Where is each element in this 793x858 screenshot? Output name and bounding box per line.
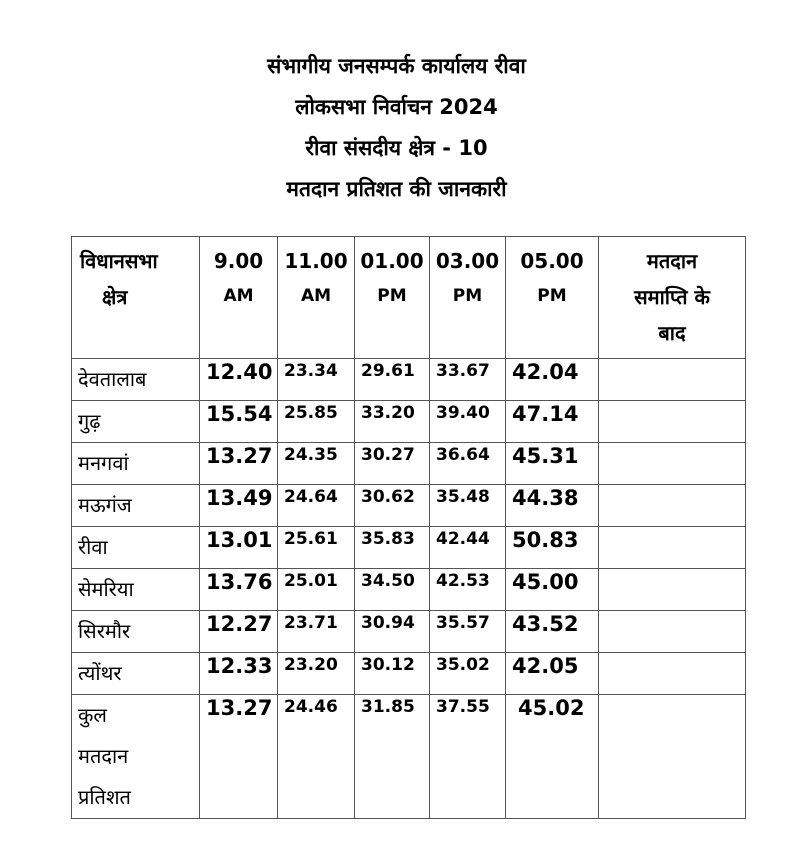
- turnout-1pm: 30.94: [355, 611, 430, 653]
- turnout-after: [599, 527, 746, 569]
- header-assembly-line2: क्षेत्र: [102, 285, 128, 309]
- turnout-3pm: 36.64: [430, 443, 506, 485]
- total-5pm: 45.02: [506, 695, 599, 819]
- turnout-11am: 23.20: [278, 653, 355, 695]
- turnout-9am: 15.54: [200, 401, 278, 443]
- turnout-5pm: 50.83: [506, 527, 599, 569]
- turnout-1pm: 30.27: [355, 443, 430, 485]
- turnout-1pm: 34.50: [355, 569, 430, 611]
- turnout-after: [599, 359, 746, 401]
- turnout-3pm: 33.67: [430, 359, 506, 401]
- turnout-5pm: 43.52: [506, 611, 599, 653]
- turnout-11am: 23.34: [278, 359, 355, 401]
- total-label-line2: मतदान: [78, 744, 129, 768]
- turnout-5pm: 42.05: [506, 653, 599, 695]
- header-after-line1: मतदान: [646, 249, 698, 273]
- total-row: [72, 695, 746, 819]
- turnout-table: [71, 236, 746, 819]
- header-after-line2: समाप्ति के: [634, 285, 710, 309]
- header-1pm-time: 01.00: [360, 249, 424, 273]
- assembly-name: मनगवां: [72, 443, 200, 485]
- total-label-line1: कुल: [78, 703, 107, 727]
- turnout-3pm: 35.57: [430, 611, 506, 653]
- turnout-after: [599, 401, 746, 443]
- total-9am: 13.27: [200, 695, 278, 819]
- table-row: [72, 527, 746, 569]
- total-label: [72, 695, 200, 819]
- document-header: [0, 46, 793, 210]
- header-3pm-ampm: PM: [452, 286, 483, 306]
- table-row: [72, 569, 746, 611]
- turnout-5pm: 42.04: [506, 359, 599, 401]
- header-11am: [278, 237, 355, 359]
- turnout-after: [599, 443, 746, 485]
- turnout-after: [599, 611, 746, 653]
- header-5pm-time: 05.00: [520, 249, 584, 273]
- turnout-5pm: 47.14: [506, 401, 599, 443]
- header-9am-time: 9.00: [213, 249, 264, 273]
- header-5pm: [506, 237, 599, 359]
- election-title: लोकसभा निर्वाचन 2024: [295, 95, 498, 119]
- table-row: [72, 359, 746, 401]
- total-11am: 24.46: [278, 695, 355, 819]
- turnout-3pm: 35.48: [430, 485, 506, 527]
- table-row: [72, 443, 746, 485]
- header-after-line3: बाद: [658, 321, 686, 345]
- assembly-name: गुढ़: [72, 401, 200, 443]
- turnout-3pm: 35.02: [430, 653, 506, 695]
- turnout-9am: 13.76: [200, 569, 278, 611]
- turnout-9am: 13.49: [200, 485, 278, 527]
- turnout-3pm: 42.53: [430, 569, 506, 611]
- report-title: मतदान प्रतिशत की जानकारी: [286, 177, 507, 201]
- total-1pm: 31.85: [355, 695, 430, 819]
- turnout-11am: 24.35: [278, 443, 355, 485]
- header-assembly-line1: विधानसभा: [80, 249, 158, 273]
- header-after-polling: [599, 237, 746, 359]
- table-row: [72, 401, 746, 443]
- header-11am-time: 11.00: [284, 249, 348, 273]
- header-11am-ampm: AM: [300, 286, 332, 306]
- office-title: संभागीय जनसम्पर्क कार्यालय रीवा: [267, 54, 526, 78]
- table-row: [72, 611, 746, 653]
- turnout-1pm: 35.83: [355, 527, 430, 569]
- turnout-5pm: 45.00: [506, 569, 599, 611]
- turnout-11am: 25.85: [278, 401, 355, 443]
- header-3pm-time: 03.00: [435, 249, 500, 273]
- turnout-11am: 24.64: [278, 485, 355, 527]
- assembly-name: देवतालाब: [72, 359, 200, 401]
- turnout-9am: 13.27: [200, 443, 278, 485]
- total-label-line3: प्रतिशत: [78, 785, 131, 809]
- turnout-9am: 12.40: [200, 359, 278, 401]
- total-after: [599, 695, 746, 819]
- turnout-1pm: 29.61: [355, 359, 430, 401]
- turnout-5pm: 45.31: [506, 443, 599, 485]
- constituency-title: रीवा संसदीय क्षेत्र - 10: [305, 136, 488, 160]
- header-9am-ampm: AM: [223, 286, 254, 306]
- turnout-1pm: 33.20: [355, 401, 430, 443]
- table-row: [72, 485, 746, 527]
- turnout-11am: 25.01: [278, 569, 355, 611]
- turnout-1pm: 30.62: [355, 485, 430, 527]
- turnout-5pm: 44.38: [506, 485, 599, 527]
- header-3pm: [430, 237, 506, 359]
- turnout-11am: 25.61: [278, 527, 355, 569]
- header-row: [72, 237, 746, 359]
- assembly-name: मऊगंज: [72, 485, 200, 527]
- turnout-after: [599, 485, 746, 527]
- assembly-name: रीवा: [72, 527, 200, 569]
- turnout-3pm: 42.44: [430, 527, 506, 569]
- turnout-1pm: 30.12: [355, 653, 430, 695]
- turnout-9am: 12.27: [200, 611, 278, 653]
- table-row: [72, 653, 746, 695]
- header-5pm-ampm: PM: [537, 286, 567, 306]
- header-1pm: [355, 237, 430, 359]
- assembly-name: त्योंथर: [72, 653, 200, 695]
- turnout-3pm: 39.40: [430, 401, 506, 443]
- turnout-after: [599, 653, 746, 695]
- header-1pm-ampm: PM: [377, 286, 407, 306]
- header-9am: [200, 237, 278, 359]
- assembly-name: सेमरिया: [72, 569, 200, 611]
- turnout-11am: 23.71: [278, 611, 355, 653]
- turnout-9am: 13.01: [200, 527, 278, 569]
- assembly-name: सिरमौर: [72, 611, 200, 653]
- turnout-after: [599, 569, 746, 611]
- turnout-9am: 12.33: [200, 653, 278, 695]
- header-assembly: [72, 237, 200, 359]
- total-3pm: 37.55: [430, 695, 506, 819]
